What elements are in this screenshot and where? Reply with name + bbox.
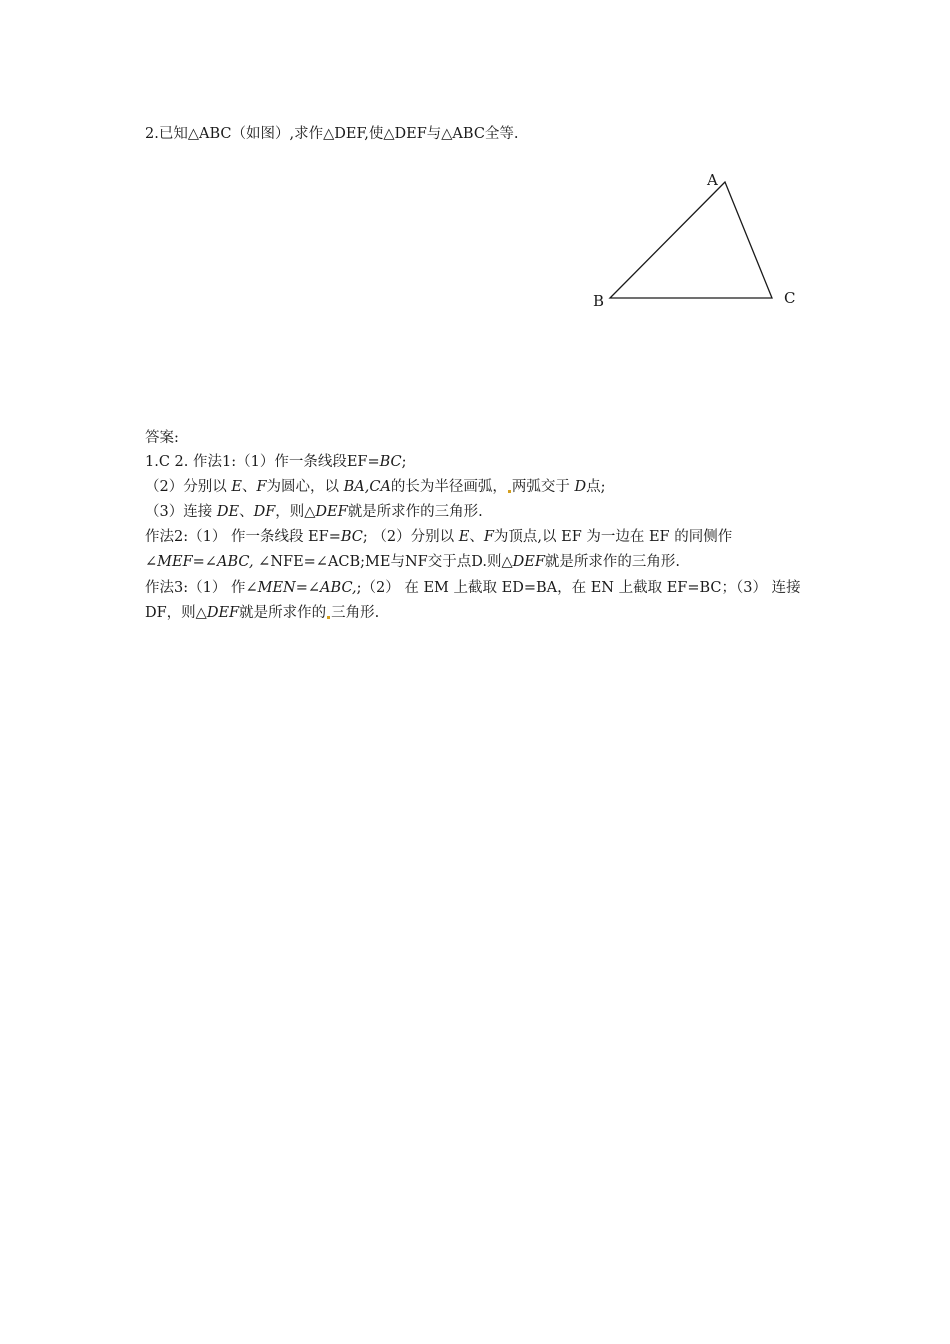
vertex-label-c: C (784, 289, 796, 307)
answer-line-6: 作法3:（1） 作∠MEN=∠ABC,;（2） 在 EM 上截取 ED=BA，在 EN 上截取 EF=BC；（3） 连接 (145, 580, 801, 596)
highlight-mark (327, 616, 330, 619)
highlight-mark (508, 490, 511, 493)
vertex-label-b: B (593, 292, 605, 310)
question-text: 2.已知△ABC（如图）,求作△DEF,使△DEF与△ABC全等. (145, 126, 519, 142)
triangle-figure (585, 165, 815, 315)
triangle-abc (610, 182, 772, 298)
vertex-label-a: A (707, 171, 718, 189)
answer-line-7: DF，则△DEF就是所求作的 三角形. (145, 605, 380, 621)
answer-line-3: （3）连接 DE、DF，则△DEF就是所求作的三角形. (145, 504, 483, 520)
answer-line-5: ∠MEF=∠ABC, ∠NFE=∠ACB;ME与NF交于点D.则△DEF就是所求作的三角形. (145, 554, 680, 570)
answer-line-2: （2）分别以 E、F为圆心，以 BA,CA的长为半径画弧， 两弧交于 D点; (145, 479, 606, 495)
answer-line-4: 作法2:（1） 作一条线段 EF=BC; （2）分别以 E、F为顶点,以 EF 为一边在 EF 的同侧作 (145, 529, 733, 545)
answer-line-1: 1.C 2. 作法1:（1）作一条线段EF=BC; (145, 454, 407, 470)
answer-header: 答案: (145, 430, 179, 446)
